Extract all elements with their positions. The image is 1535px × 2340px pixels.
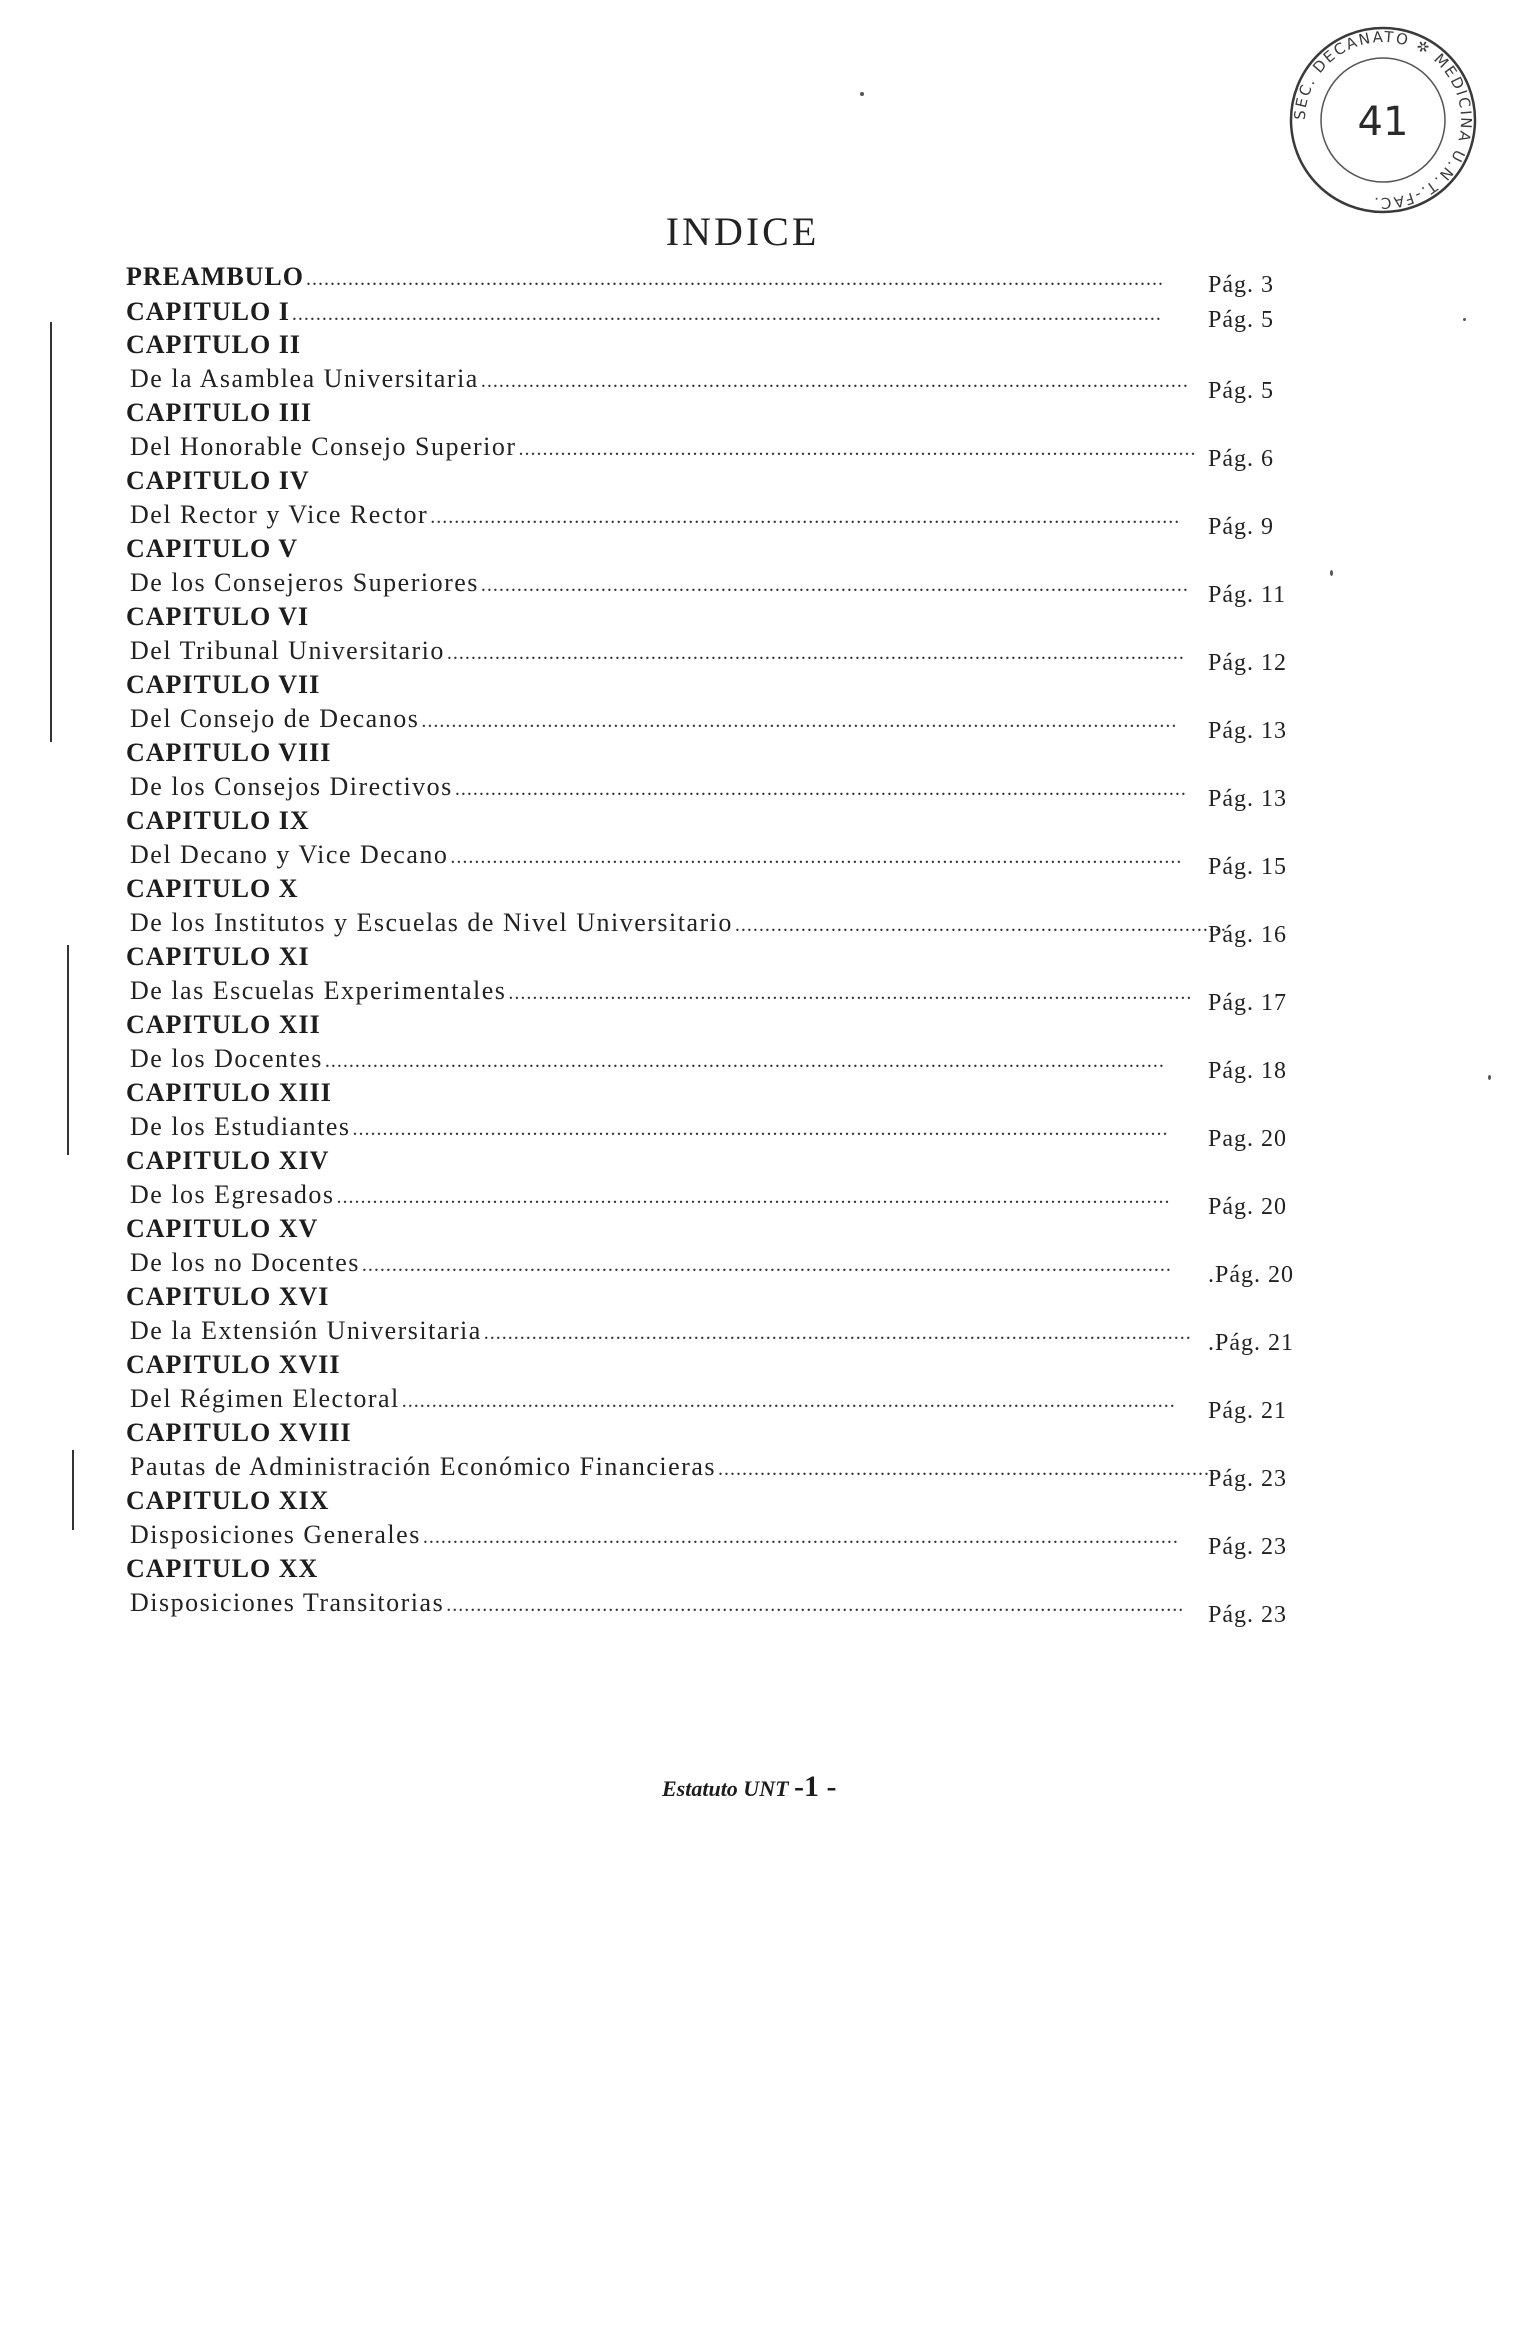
toc-subtitle: De los Consejos Directivos: [130, 772, 453, 801]
toc-entry: [118, 1588, 1323, 1628]
toc-page-ref: Pág. 16: [1208, 922, 1287, 948]
toc-subtitle: Del Consejo de Decanos: [130, 704, 420, 733]
toc-heading: CAPITULO VI: [126, 602, 310, 631]
scan-speck: [860, 92, 864, 96]
toc-heading: CAPITULO XIII: [126, 1078, 332, 1107]
toc-subtitle: Disposiciones Transitorias: [130, 1588, 445, 1617]
toc-subtitle: De los Egresados: [130, 1180, 335, 1209]
dot-leader: ..............................................................................................................................: [421, 710, 1178, 732]
scan-speck: [1330, 570, 1333, 576]
toc-heading: CAPITULO XVIII: [126, 1418, 352, 1447]
dot-leader: ...........................................................................................................................: [446, 1594, 1185, 1616]
dot-leader: .................................................................................................................................: [401, 1390, 1176, 1412]
dot-leader: ...........................................................................................................................................: [336, 1186, 1171, 1208]
toc-heading: CAPITULO XI: [126, 942, 310, 971]
toc-subtitle: Pautas de Administración Económico Financieras: [130, 1452, 716, 1481]
toc-subtitle: De los Consejeros Superiores: [130, 568, 479, 597]
toc-page-ref: Pág. 23: [1208, 1466, 1287, 1492]
scan-margin-line: [72, 1450, 74, 1530]
toc-entry: [118, 1248, 1323, 1288]
stamp-handwritten-number: 41: [1357, 99, 1409, 145]
toc-page-ref: Pág. 3: [1208, 272, 1274, 298]
dot-leader: ...............................................................................................................................................: [306, 268, 1164, 290]
toc-page-ref: Pág. 13: [1208, 786, 1287, 812]
dot-leader: .................................................................................................................................................: [291, 303, 1162, 325]
toc-heading: CAPITULO XVI: [126, 1282, 330, 1311]
scan-speck: [1463, 318, 1466, 321]
toc-entry: [118, 1520, 1323, 1560]
toc-heading: CAPITULO VIII: [126, 738, 332, 767]
toc-heading: CAPITULO XIV: [126, 1146, 330, 1175]
toc-page-ref: Pág. 15: [1208, 854, 1287, 880]
toc-chapter-heading: [118, 738, 1323, 772]
page-title: INDICE: [665, 209, 820, 254]
toc-entry: [118, 1112, 1323, 1152]
toc-entry: [118, 636, 1323, 676]
toc-chapter-heading: [118, 1554, 1323, 1588]
toc-subtitle: De la Extensión Universitaria: [130, 1316, 482, 1345]
dot-leader: ...........................................................................................................................: [446, 642, 1185, 664]
toc-heading: CAPITULO XVII: [126, 1350, 341, 1379]
toc-entry: [118, 1180, 1323, 1220]
toc-entry: [118, 772, 1323, 812]
dot-leader: ..........................................................................................................................: [454, 778, 1187, 800]
toc-entry: [118, 1044, 1323, 1084]
toc-subtitle: Del Régimen Electoral: [130, 1384, 400, 1413]
toc-heading: CAPITULO X: [126, 874, 299, 903]
toc-page-ref: Pág. 23: [1208, 1534, 1287, 1560]
toc-subtitle: De los no Docentes: [130, 1248, 360, 1277]
toc-chapter-heading: [118, 1146, 1323, 1180]
toc-heading: CAPITULO IV: [126, 466, 310, 495]
toc-chapter-heading: [118, 1282, 1323, 1316]
toc-entry: [118, 704, 1323, 744]
toc-chapter-heading: [118, 1214, 1323, 1248]
toc-chapter-heading: [118, 1486, 1323, 1520]
toc-entry: [118, 432, 1323, 472]
dot-leader: ..................................................................................: [734, 914, 1227, 936]
toc-subtitle: De los Docentes: [130, 1044, 323, 1073]
toc-chapter-heading: [118, 1418, 1323, 1452]
toc-entry: [118, 568, 1323, 608]
stamp-ring-text: SEC. DECANATO ✲ MEDICINA U.N.T.-FAC.: [1290, 27, 1476, 213]
scan-speck: [1488, 1075, 1491, 1080]
toc-heading: CAPITULO V: [126, 534, 299, 563]
dot-leader: ..................................................................................................................: [508, 982, 1193, 1004]
toc-subtitle: Del Honorable Consejo Superior: [130, 432, 517, 461]
toc-page-ref: Pág. 18: [1208, 1058, 1287, 1084]
toc-entry: [118, 908, 1323, 948]
toc-page-ref: .Pág. 20: [1208, 1262, 1294, 1288]
toc-subtitle: Del Tribunal Universitario: [130, 636, 445, 665]
toc-subtitle: De los Estudiantes: [130, 1112, 351, 1141]
toc-chapter-heading: [118, 330, 1323, 364]
toc-heading: CAPITULO I: [126, 297, 290, 326]
toc-page-ref: Pág. 12: [1208, 650, 1287, 676]
toc-page-ref: Pág. 23: [1208, 1602, 1287, 1628]
toc-chapter-heading: [118, 874, 1323, 908]
toc-page-ref: Pág. 13: [1208, 718, 1287, 744]
dot-leader: ............................................................................................................................................: [324, 1050, 1165, 1072]
toc-page-ref: Pág. 5: [1208, 378, 1274, 404]
toc-entry: [118, 1316, 1323, 1356]
page-footer: [662, 1770, 837, 1804]
toc-page-ref: Pag. 20: [1208, 1126, 1287, 1152]
toc-entry: [118, 262, 1323, 297]
toc-heading: CAPITULO IX: [126, 806, 310, 835]
toc-entry: [118, 297, 1323, 333]
toc-subtitle: De la Asamblea Universitaria: [130, 364, 479, 393]
toc-entry: [118, 364, 1323, 404]
footer-page-number: -1 -: [794, 1770, 837, 1803]
toc-page-ref: Pág. 5: [1208, 307, 1274, 333]
toc-heading: PREAMBULO: [126, 262, 304, 291]
toc-page-ref: Pág. 6: [1208, 446, 1274, 472]
scan-margin-line: [67, 945, 69, 1155]
toc-chapter-heading: [118, 1010, 1323, 1044]
dot-leader: ..............................................................................................................................: [422, 1526, 1179, 1548]
dot-leader: .................................................................................................................: [518, 438, 1197, 460]
toc-subtitle: De los Institutos y Escuelas de Nivel Universitario: [130, 908, 733, 937]
dot-leader: ..........................................................................................................................: [450, 846, 1183, 868]
toc-page-ref: Pág. 21: [1208, 1398, 1287, 1424]
dot-leader: ......................................................................................................................: [480, 370, 1189, 392]
toc-chapter-heading: [118, 398, 1323, 432]
toc-chapter-heading: [118, 466, 1323, 500]
dot-leader: ....................................................................................: [718, 1458, 1222, 1480]
toc-heading: CAPITULO II: [126, 330, 301, 359]
toc-page-ref: Pág. 20: [1208, 1194, 1287, 1220]
toc-page-ref: Pág. 11: [1208, 582, 1287, 608]
dot-leader: ......................................................................................................................: [480, 574, 1189, 596]
toc-subtitle: Disposiciones Generales: [130, 1520, 421, 1549]
toc-subtitle: De las Escuelas Experimentales: [130, 976, 507, 1005]
footer-label: Estatuto UNT: [662, 1776, 789, 1801]
toc-entry: [118, 1384, 1323, 1424]
toc-entry: [118, 1452, 1323, 1492]
toc-heading: CAPITULO VII: [126, 670, 321, 699]
toc-heading: CAPITULO III: [126, 398, 313, 427]
toc-chapter-heading: [118, 1350, 1323, 1384]
table-of-contents: [118, 262, 1323, 1628]
scan-margin-line: [50, 322, 52, 742]
toc-chapter-heading: [118, 942, 1323, 976]
toc-chapter-heading: [118, 1078, 1323, 1112]
toc-entry: [118, 976, 1323, 1016]
toc-page-ref: Pág. 9: [1208, 514, 1274, 540]
toc-heading: CAPITULO XV: [126, 1214, 319, 1243]
toc-entry: [118, 840, 1323, 880]
dot-leader: ........................................................................................................................................: [352, 1118, 1169, 1140]
toc-chapter-heading: [118, 534, 1323, 568]
toc-entry: [118, 500, 1323, 540]
toc-heading: CAPITULO XX: [126, 1554, 319, 1583]
toc-heading: CAPITULO XIX: [126, 1486, 330, 1515]
toc-page-ref: .Pág. 21: [1208, 1330, 1294, 1356]
toc-heading: CAPITULO XII: [126, 1010, 321, 1039]
toc-chapter-heading: [118, 806, 1323, 840]
decanato-stamp: [1283, 20, 1483, 220]
toc-page-ref: Pág. 17: [1208, 990, 1287, 1016]
toc-subtitle: Del Decano y Vice Decano: [130, 840, 449, 869]
dot-leader: .......................................................................................................................................: [361, 1254, 1172, 1276]
toc-chapter-heading: [118, 602, 1323, 636]
toc-subtitle: Del Rector y Vice Rector: [130, 500, 429, 529]
dot-leader: ......................................................................................................................: [483, 1322, 1192, 1344]
toc-chapter-heading: [118, 670, 1323, 704]
dot-leader: .............................................................................................................................: [430, 506, 1181, 528]
